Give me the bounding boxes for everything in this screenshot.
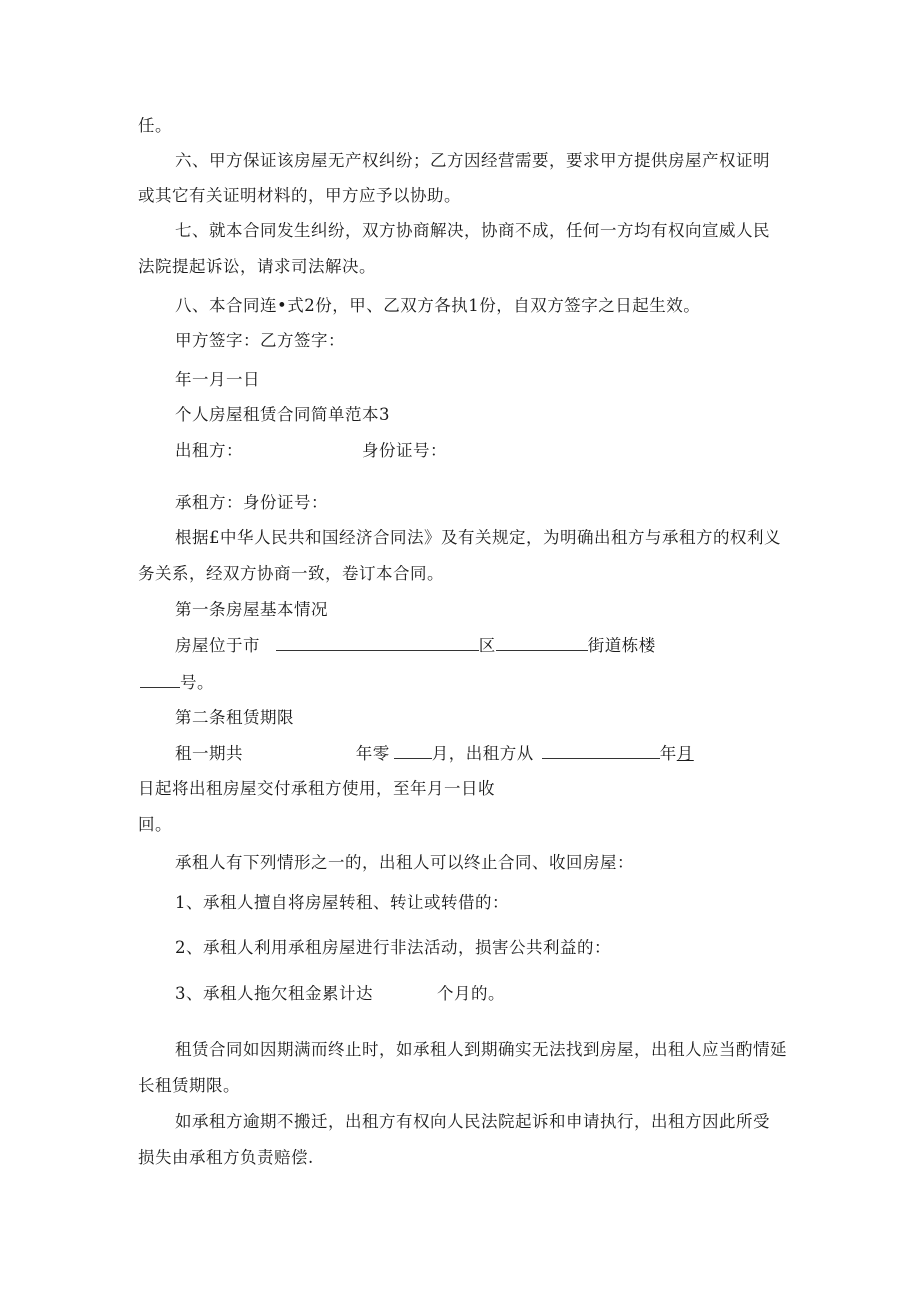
paragraph-line: 务关系，经双方协商一致，卷订本合同。 [138, 564, 444, 583]
termination-item-3 [175, 983, 505, 1005]
section-title: 个人房屋租赁合同简单范本3 [175, 405, 390, 424]
lessor-label: 出租方： [175, 441, 243, 460]
expiry-paragraph: 租赁合同如因期满而终止时，如承租人到期确实无法找到房屋，出租人应当酌情延 [175, 1040, 787, 1059]
number-blank [140, 672, 180, 688]
paragraph-line: 损失由承租方负责赔偿. [138, 1148, 314, 1167]
number-label: 号。 [180, 673, 214, 692]
paragraph-line: 日起将出租房屋交付承租方使用，至年月一日收 [138, 779, 495, 798]
termination-intro: 承租人有下列情形之一的，出租人可以终止合同、收回房屋： [175, 853, 634, 872]
paragraph-line: 长租赁期限。 [138, 1076, 240, 1095]
paragraph-line: 任。 [138, 116, 172, 135]
years-label: 年零 [355, 744, 390, 763]
district-label: 区 [478, 636, 496, 655]
months-label: 月，出租方从 [431, 744, 534, 763]
house-location-line [175, 635, 656, 657]
clause-seven: 七、就本合同发生纠纷，双方协商解决，协商不成，任何一方均有权向宣威人民 [175, 221, 770, 240]
months-blank [394, 743, 432, 759]
clause-eight: 八、本合同连•式2份，甲、乙双方各执1份，自双方签字之日起生效。 [175, 296, 701, 315]
term-label: 租一期共 [175, 744, 243, 763]
lessor-id-label: 身份证号： [362, 441, 447, 460]
location-label: 房屋位于市 [175, 636, 260, 655]
start-year-blank [542, 743, 660, 759]
month-label: 月 [676, 744, 694, 763]
street-label: 街道栋楼 [587, 636, 656, 655]
lease-term-line [175, 743, 694, 765]
house-number-line [140, 672, 214, 694]
signature-line: 甲方签字：乙方签字： [175, 331, 345, 350]
item-3-text: 3、承租人拖欠租金累计达 [175, 984, 373, 1003]
city-blank [276, 635, 479, 651]
termination-item-2: 2、承租人利用承租房屋进行非法活动，损害公共利益的： [175, 938, 611, 957]
year-label: 年 [659, 744, 677, 763]
article-two-title: 第二条租赁期限 [175, 708, 294, 727]
lessee-line: 承租方：身份证号： [175, 493, 328, 512]
preamble-line: 根据£中华人民共和国经济合同法》及有关规定，为明确出租方与承租方的权利义 [175, 528, 781, 547]
paragraph-line: 法院提起诉讼，请求司法解决。 [138, 257, 376, 276]
district-blank [496, 635, 588, 651]
paragraph-line: 或其它有关证明材料的，甲方应予以协助。 [138, 186, 461, 205]
clause-six: 六、甲方保证该房屋无产权纠纷；乙方因经营需要，要求甲方提供房屋产权证明 [175, 151, 770, 170]
article-one-title: 第一条房屋基本情况 [175, 600, 328, 619]
overdue-paragraph: 如承租方逾期不搬迁，出租方有权向人民法院起诉和申请执行，出租方因此所受 [175, 1112, 770, 1131]
termination-item-1: 1、承租人擅自将房屋转租、转让或转借的： [175, 893, 509, 912]
paragraph-line: 回。 [138, 815, 172, 834]
item-3-suffix: 个月的。 [437, 984, 505, 1003]
date-line: 年一月一日 [175, 370, 260, 389]
